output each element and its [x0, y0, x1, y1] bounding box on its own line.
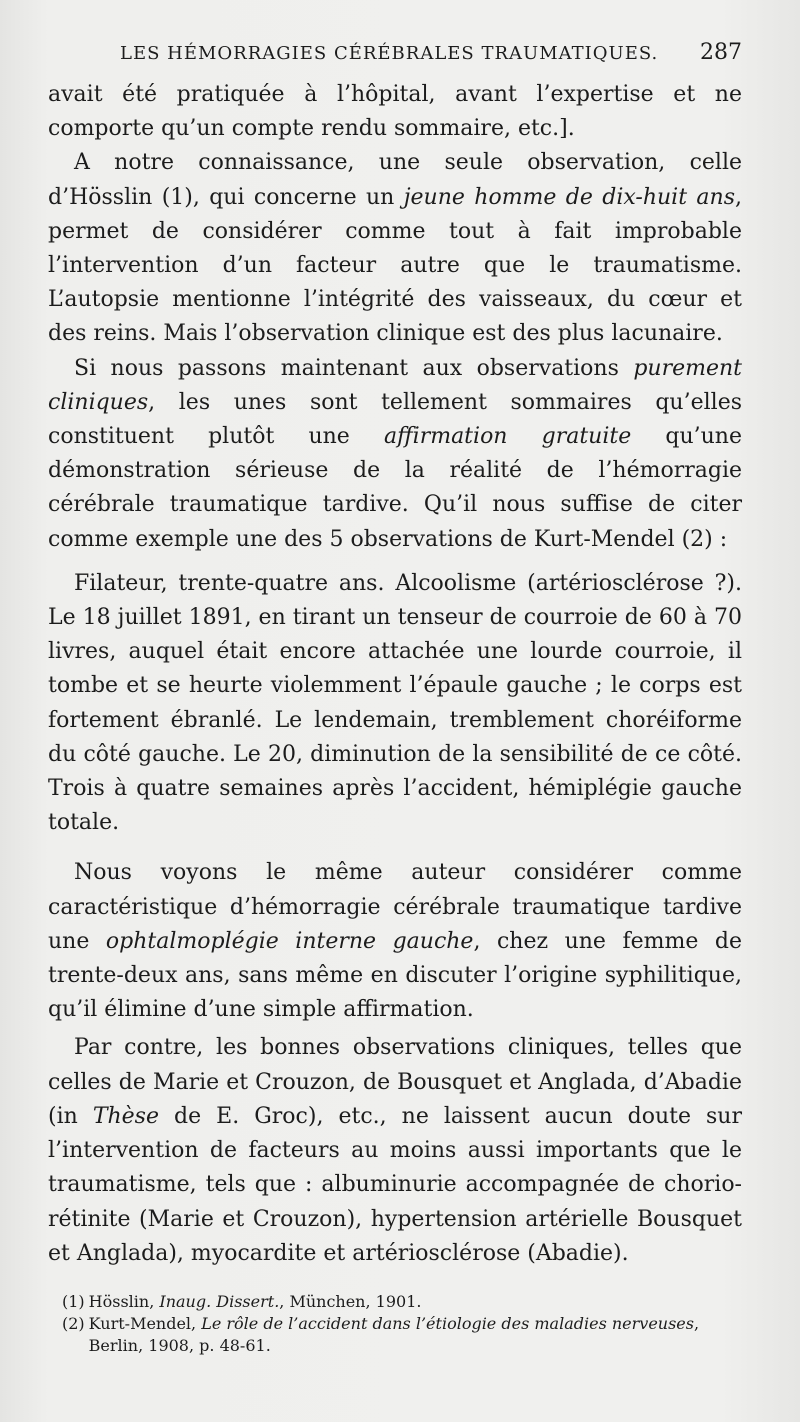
- running-head: LES HÉMORRAGIES CÉRÉBRALES TRAUMATIQUES.: [120, 43, 659, 64]
- footnote-text: [89, 1313, 742, 1357]
- paragraph-2: [48, 146, 742, 351]
- footnote-text: [89, 1291, 422, 1313]
- p3-italic-d: affirmation gratuite: [383, 424, 632, 450]
- p4-text-c: , chez une femme de trente-deux ans, sans même en discuter l’origine syphilitique, qu’il élimine d’une simple affirmation.: [48, 928, 742, 1023]
- fn1-text-a: Hösslin,: [88, 1291, 160, 1311]
- paragraph-1: [48, 78, 742, 146]
- footnote-mark: (1): [62, 1291, 85, 1311]
- p2-italic: jeune homme de dix-huit ans: [403, 184, 735, 210]
- footnote: [62, 1291, 742, 1313]
- p3-text-a: Si nous passons maintenant aux observations: [74, 355, 634, 381]
- quoted-observation: [48, 567, 742, 841]
- quoted-observation-text: Filateur, trente-quatre ans. Alcoolisme (artériosclérose ?). Le 18 juillet 1891, en tirant un tenseur de courroie de 60 à 70 livres, auquel était encore attachée une lourde courroie, il tombe et se heurte violemment l’épaule gauche ; le corps est fortement ébranlé. Le lendemain, tremblement choréiforme du côté gauche. Le 20, diminution de la sensibilité de ce côté. Trois à quatre semaines après l’accident, hémiplégie gauche totale.: [48, 570, 742, 836]
- fn1-text-c: , München, 1901.: [279, 1291, 422, 1311]
- p5-text-c: de E. Groc), etc., ne laissent aucun doute sur l’intervention de facteurs au moins aussi importants que le traumatisme, tels que : albuminurie accompagnée de chorio-rétinite (Marie et Crouzon), hypertension artérielle Bousquet et Anglada), myocardite et artériosclérose (Abadie).: [48, 1103, 742, 1266]
- paragraph-1-text: avait été pratiquée à l’hôpital, avant l’expertise et ne comporte qu’un compte rendu sommaire, etc.].: [48, 82, 742, 142]
- footnotes: [48, 1291, 742, 1357]
- p3-text-e: qu’une démonstration sérieuse de la réalité de l’hémorragie cérébrale traumatique tardive. Qu’il nous suffise de citer comme exemple une des 5 observations de Kurt-Mendel (2) :: [48, 424, 742, 552]
- page-header: [48, 40, 742, 78]
- p3-text-c: , les unes sont tellement sommaires qu’elles constituent plutôt une: [48, 389, 742, 450]
- footnote: [62, 1313, 742, 1357]
- p5-italic: Thèse: [92, 1103, 159, 1129]
- footnote-mark: (2): [62, 1313, 85, 1333]
- p2-text-c: , permet de considérer comme tout à fait improbable l’intervention d’un facteur autre que le traumatisme. L’autopsie mentionne l’intégrité des vaisseaux, du cœur et des reins. Mais l’observation clinique est des plus lacunaire.: [48, 184, 742, 347]
- paragraph-5: [48, 1031, 742, 1270]
- paragraph-4: [48, 856, 742, 1027]
- page-body: [48, 78, 742, 1271]
- fn2-text-c: , Berlin, 1908, p. 48-61.: [88, 1313, 700, 1355]
- fn2-text-a: Kurt-Mendel,: [88, 1313, 202, 1333]
- page-number: 287: [700, 40, 742, 65]
- p4-italic: ophtalmoplégie interne gauche: [105, 928, 474, 954]
- fn2-italic: Le rôle de l’accident dans l’étiologie des maladies nerveuses: [201, 1313, 694, 1333]
- p3-italic-b: purement cliniques: [48, 355, 742, 415]
- p5-text-a: Par contre, les bonnes observations cliniques, telles que celles de Marie et Crouzon, de Bousquet et Anglada, d’Abadie (in: [48, 1035, 742, 1129]
- fn1-italic: Inaug. Dissert.: [159, 1291, 280, 1311]
- p2-text-a: A notre connaissance, une seule observation, celle d’Hösslin (1), qui concerne un: [48, 150, 742, 210]
- p4-text-a: Nous voyons le même auteur considérer comme caractéristique d’hémorragie cérébrale traumatique tardive une: [48, 860, 742, 954]
- paragraph-3: [48, 352, 742, 557]
